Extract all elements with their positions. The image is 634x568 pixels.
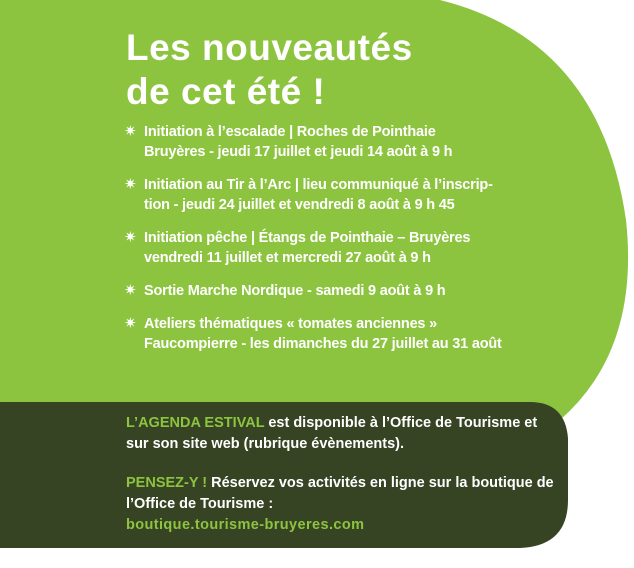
title-line-2: de cet été !	[126, 71, 326, 112]
list-item	[124, 281, 594, 301]
page-title	[126, 26, 413, 114]
agenda-highlight: L’AGENDA ESTIVAL	[126, 415, 265, 431]
pensez-highlight: PENSEZ-Y !	[126, 475, 208, 491]
event-line-1: Initiation pêche | Étangs de Pointhaie – Bruyères	[144, 230, 471, 246]
title-line-1: Les nouveautés	[126, 27, 413, 68]
events-list	[124, 122, 594, 367]
event-line-2: tion - jeudi 24 juillet et vendredi 8 août à 9 h 45	[144, 197, 455, 213]
list-item	[124, 122, 594, 162]
list-item	[124, 314, 594, 354]
star-bullet-icon: ✷	[124, 229, 137, 246]
event-line-1: Ateliers thématiques « tomates anciennes »	[144, 316, 437, 332]
star-bullet-icon: ✷	[124, 123, 137, 140]
star-bullet-icon: ✷	[124, 315, 137, 332]
event-line-2: Faucompierre - les dimanches du 27 juillet au 31 août	[144, 336, 502, 352]
booking-notice	[126, 473, 556, 536]
agenda-text: est disponible à l’Office de Tourisme et sur son site web (rubrique évènements).	[126, 415, 538, 452]
list-item	[124, 228, 594, 268]
agenda-notice	[126, 413, 556, 455]
event-line-1: Initiation au Tir à l’Arc | lieu communiqué à l’inscrip-	[144, 177, 493, 193]
event-line-1: Sortie Marche Nordique - samedi 9 août à 9 h	[144, 283, 446, 299]
star-bullet-icon: ✷	[124, 176, 137, 193]
event-line-2: vendredi 11 juillet et mercredi 27 août à 9 h	[144, 250, 431, 266]
star-bullet-icon: ✷	[124, 282, 137, 299]
pensez-text: Réservez vos activités en ligne sur la boutique de l’Office de Tourisme :	[126, 475, 554, 512]
event-line-1: Initiation à l’escalade | Roches de Pointhaie	[144, 124, 436, 140]
boutique-link[interactable]: boutique.tourisme-bruyeres.com	[126, 517, 365, 533]
list-item	[124, 175, 594, 215]
event-line-2: Bruyères - jeudi 17 juillet et jeudi 14 août à 9 h	[144, 144, 453, 160]
